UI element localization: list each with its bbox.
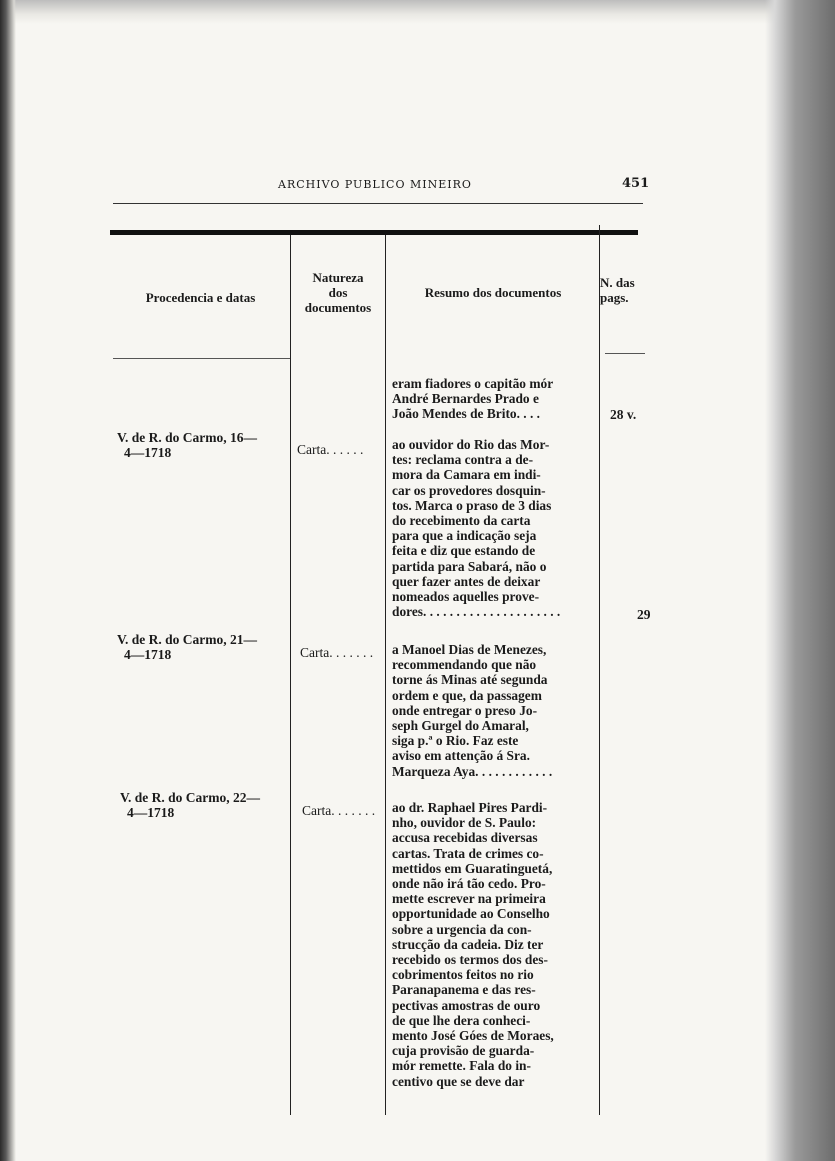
resumo-line: feita e diz que estando de (392, 543, 536, 559)
resumo-line: onde não irá tão cedo. Pro- (392, 876, 546, 892)
paginas-label-1: N. das (600, 275, 635, 290)
paginas-label-2: pags. (600, 290, 629, 305)
resumo-line: nho, ouvidor de S. Paulo: (392, 815, 537, 831)
resumo-line: João Mendes de Brito. . . . (392, 406, 541, 422)
entry-2-resumo (392, 642, 599, 779)
entry-2-procedencia (117, 632, 257, 662)
resumo-line: a Manoel Dias de Menezes, (392, 642, 547, 657)
resumo-line: aviso em attenção á Sra. (392, 748, 530, 764)
resumo-line: recebido os termos dos des- (392, 952, 548, 968)
column-divider-2 (385, 235, 386, 1115)
natureza-label-1: Natureza (312, 270, 364, 285)
resumo-line: tes: reclama contra a de- (392, 452, 534, 468)
header-bottom-rule-right (605, 353, 645, 354)
resumo-line: ao dr. Raphael Pires Pardi- (392, 800, 548, 815)
natureza-label-2: dos (328, 285, 348, 300)
entry-1-resumo (392, 437, 599, 619)
column-divider-3 (599, 225, 600, 1115)
resumo-line: cuja provisão de guarda- (392, 1043, 535, 1059)
column-header-resumo (390, 285, 596, 300)
resumo-line: mora da Camara em indi- (392, 467, 541, 483)
entry-1-natureza: Carta. . . . . . (297, 442, 364, 457)
resumo-line: cobrimentos feitos no rio (392, 967, 534, 983)
procedencia-line-2: 4—1718 (127, 805, 175, 820)
header-rule (113, 203, 643, 204)
entry-2-natureza: Carta. . . . . . . (300, 645, 374, 660)
table-top-rule (110, 230, 638, 235)
resumo-line: siga p.ª o Rio. Faz este (392, 733, 519, 749)
resumo-line: de que lhe dera conheci- (392, 1012, 531, 1028)
entry-0-resumo (392, 376, 599, 422)
resumo-line: onde entregar o preso Jo- (392, 702, 538, 718)
natureza-label-3: documentos (304, 300, 372, 315)
resumo-line: seph Gurgel do Amaral, (392, 718, 529, 734)
procedencia-line-1: V. de R. do Carmo, 16— (117, 430, 258, 445)
resumo-line: André Bernardes Prado e (392, 391, 539, 407)
page-number: 451 (622, 176, 650, 191)
resumo-line: mór remette. Fala do in- (392, 1058, 531, 1074)
resumo-label: Resumo dos documentos (424, 285, 562, 300)
procedencia-line-2: 4—1718 (124, 647, 172, 662)
resumo-line: torne ás Minas até segunda (392, 672, 548, 688)
resumo-line: pectivas amostras de ouro (392, 997, 541, 1013)
running-header-title: ARCHIVO PUBLICO MINEIRO (278, 178, 472, 191)
resumo-line: car os provedores dosquin- (392, 482, 546, 498)
resumo-line: para que a indicação seja (392, 528, 537, 544)
column-header-procedencia (118, 290, 283, 305)
resumo-line: ordem e que, da passagem (392, 687, 542, 703)
resumo-line: tos. Marca o praso de 3 dias (392, 497, 552, 513)
procedencia-line-1: V. de R. do Carmo, 21— (117, 632, 258, 647)
column-header-natureza (292, 270, 384, 315)
resumo-line: ao ouvidor do Rio das Mor- (392, 437, 550, 452)
resumo-line: do recebimento da carta (392, 513, 531, 529)
entry-3-resumo (392, 800, 599, 1089)
procedencia-label: Procedencia e datas (145, 290, 256, 305)
resumo-line: eram fiadores o capitão mór (392, 376, 554, 391)
entry-3-procedencia (120, 790, 260, 820)
resumo-line: Paranapanema e das res- (392, 982, 536, 998)
resumo-line: centivo que se deve dar (392, 1073, 525, 1089)
resumo-line: opportunidade ao Conselho (392, 906, 550, 922)
scan-top-edge (0, 0, 835, 24)
resumo-line: Marqueza Aya. . . . . . . . . . . . (392, 763, 553, 779)
resumo-line: nomeados aquelles prove- (392, 589, 540, 605)
header-bottom-rule-left (113, 358, 290, 359)
entry-1-procedencia (117, 430, 257, 460)
resumo-line: partida para Sabará, não o (392, 558, 547, 574)
entry-1-pages: 29 (637, 607, 651, 622)
resumo-line: dores. . . . . . . . . . . . . . . . . . . . . (392, 604, 561, 620)
procedencia-line-2: 4—1718 (124, 445, 172, 460)
resumo-line: mento José Góes de Moraes, (392, 1028, 554, 1044)
entry-3-natureza: Carta. . . . . . . (302, 803, 376, 818)
resumo-line: sobre a urgencia da con- (392, 921, 532, 937)
resumo-line: quer fazer antes de deixar (392, 573, 541, 589)
resumo-line: mettidos em Guaratinguetá, (392, 860, 553, 876)
resumo-line: cartas. Trata de crimes co- (392, 845, 544, 861)
entry-0-pages: 28 v. (610, 407, 637, 422)
procedencia-line-1: V. de R. do Carmo, 22— (120, 790, 261, 805)
scan-right-edge (765, 0, 835, 1161)
resumo-line: strucção da cadeia. Diz ter (392, 936, 544, 952)
resumo-line: mette escrever na primeira (392, 891, 546, 907)
column-header-paginas (600, 275, 648, 305)
column-divider-1 (290, 235, 291, 1115)
scan-left-edge (0, 0, 16, 1161)
resumo-line: recommendando que não (392, 657, 537, 673)
resumo-line: accusa recebidas diversas (392, 830, 538, 846)
